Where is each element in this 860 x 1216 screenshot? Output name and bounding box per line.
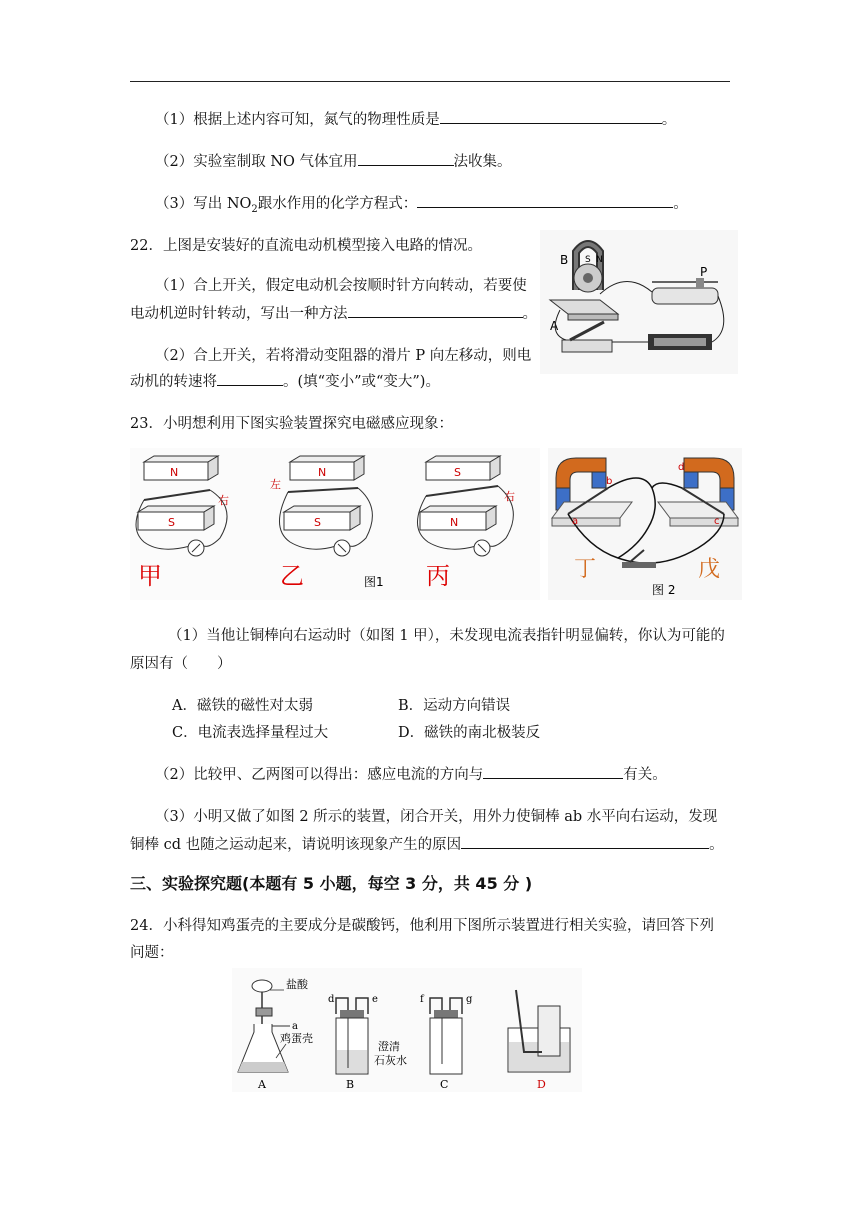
label-B: B	[346, 1078, 355, 1091]
label-limewater2: 石灰水	[374, 1054, 407, 1067]
fig2-caption: 图 2	[652, 583, 676, 597]
header-rule	[130, 81, 730, 82]
q22-blank2[interactable]	[217, 371, 283, 386]
q23-stem: 23．小明想利用下图实验装置探究电磁感应现象：	[130, 416, 453, 432]
q23-blank1[interactable]	[483, 764, 623, 779]
fig1-caption: 图1	[364, 575, 384, 589]
fig1-jia-top: N	[170, 466, 179, 479]
q21-part3: （3）写出 $NO_2$跟水作用的化学方程式： 。	[155, 192, 688, 215]
q24-line2: 问题：	[130, 945, 174, 961]
label-a-port: a	[292, 1021, 298, 1032]
section3-title: 三、实验探究题(本题有 5 小题，每空 3 分，共 45 分 )	[130, 874, 533, 893]
fig1-yi-bottom: S	[314, 516, 321, 529]
motor-circuit-figure	[540, 230, 738, 374]
q23-option-a[interactable]: A．磁铁的磁性对太弱	[172, 698, 313, 714]
fig1-bing-name: 丙	[426, 562, 450, 590]
motor-label-a: A	[550, 319, 559, 333]
fig2-label-d: d	[678, 462, 685, 473]
fig1-jia-bottom: S	[168, 516, 175, 529]
q23-option-d[interactable]: D．磁铁的南北极装反	[398, 725, 541, 741]
figure2-induction	[548, 448, 742, 600]
q22-stem: 22．上图是安装好的直流电动机模型接入电路的情况。	[130, 238, 482, 254]
fig1-jia-dir: 右	[218, 494, 229, 507]
label-D: D	[537, 1078, 546, 1091]
q21-blank3[interactable]	[417, 193, 673, 208]
motor-label-b: B	[560, 253, 569, 267]
q22-blank1[interactable]	[348, 303, 523, 318]
fig2-name-wu: 戊	[698, 557, 721, 582]
q24-apparatus-figure	[232, 968, 582, 1092]
q22-part1-line1: （1）合上开关，假定电动机会按顺时针方向转动，若要使	[155, 278, 527, 294]
fig1-yi-dir: 左	[270, 478, 281, 491]
label-hcl: 盐酸	[286, 978, 308, 991]
rheostat-label-p: P	[700, 265, 708, 279]
label-g: g	[466, 994, 473, 1005]
q21-blank2[interactable]	[358, 151, 454, 166]
q22-part1-line2: 电动机逆时针转动，写出一种方法 。	[130, 302, 537, 323]
label-e: e	[372, 994, 378, 1005]
q23-part1-line1: （1）当他让铜棒向右运动时（如图 1 甲），未发现电流表指针明显偏转，你认为可能的	[168, 628, 725, 644]
q24-line1: 24．小科得知鸡蛋壳的主要成分是碳酸钙，他利用下图所示装置进行相关实验，请回答下列	[130, 918, 714, 934]
fig1-yi-top: N	[318, 466, 327, 479]
fig2-label-c: c	[714, 516, 720, 527]
label-A: A	[258, 1078, 266, 1091]
fig2-name-ding: 丁	[574, 557, 597, 582]
q23-part2: （2）比较甲、乙两图可以得出：感应电流的方向与 有关。	[155, 763, 667, 784]
label-d: d	[328, 994, 335, 1005]
fig1-bing-bottom: N	[450, 516, 459, 529]
q21-part2: （2）实验室制取 NO 气体宜用 法收集。	[155, 150, 512, 171]
q23-option-b[interactable]: B．运动方向错误	[398, 698, 511, 714]
motor-label-s: S	[585, 255, 591, 265]
label-C: C	[440, 1078, 449, 1091]
q22-part2-line1: （2）合上开关，若将滑动变阻器的滑片 P 向左移动，则电	[155, 348, 532, 364]
q23-option-c[interactable]: C．电流表选择量程过大	[172, 725, 329, 741]
q23-part1-line2: 原因有（ ）	[130, 656, 232, 672]
q23-part3-line1: （3）小明又做了如图 2 所示的装置，闭合开关，用外力使铜棒 ab 水平向右运动，发现	[155, 809, 718, 825]
q21-blank1[interactable]	[440, 109, 662, 124]
q23-blank2[interactable]	[461, 834, 709, 849]
fig1-bing-dir: 右	[504, 490, 515, 503]
fig2-label-a: a	[572, 516, 579, 527]
fig1-bing-top: S	[454, 466, 461, 479]
fig2-label-b: b	[606, 476, 613, 487]
motor-label-n: N	[596, 255, 603, 265]
q22-part2-line2: 动机的转速将 。(填“变小”或“变大”)。	[130, 370, 440, 391]
q23-part3-line2: 铜棒 cd 也随之运动起来，请说明该现象产生的原因 。	[130, 833, 724, 854]
label-eggshell: 鸡蛋壳	[280, 1032, 313, 1045]
fig1-jia-name: 甲	[138, 562, 162, 590]
label-limewater1: 澄清	[378, 1040, 400, 1053]
figure1-induction	[130, 448, 540, 600]
label-f: f	[420, 994, 424, 1005]
fig1-yi-name: 乙	[280, 562, 304, 590]
q21-part1: （1）根据上述内容可知，氮气的物理性质是 。	[155, 108, 676, 129]
